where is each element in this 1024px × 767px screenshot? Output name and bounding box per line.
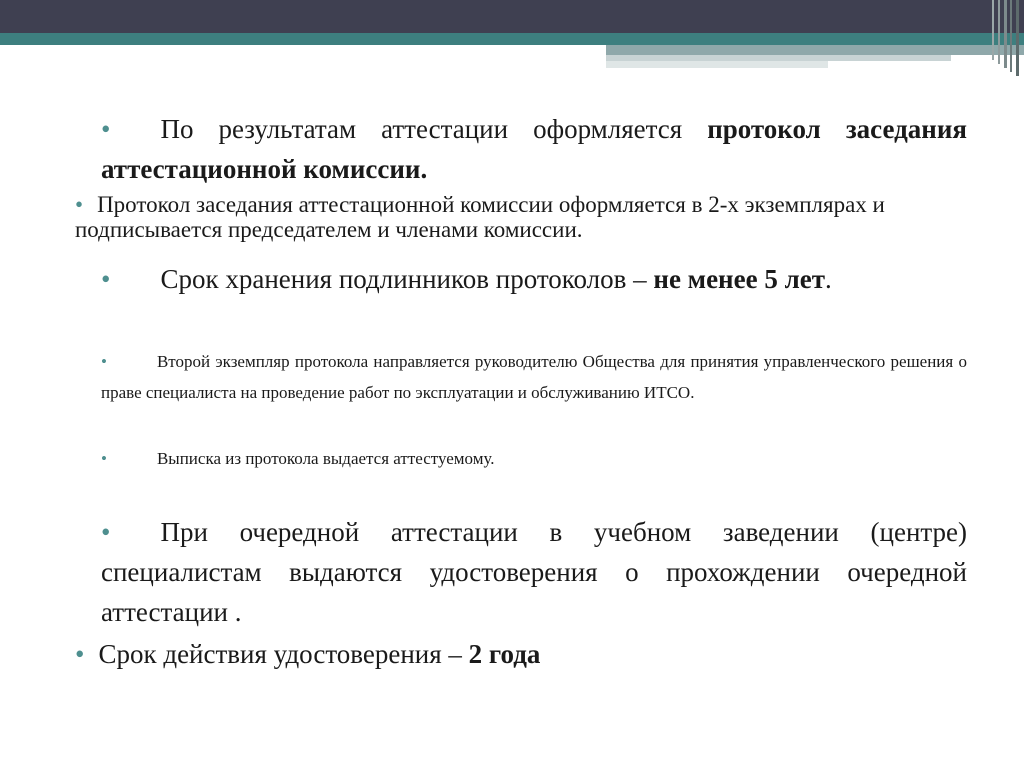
paragraph-text: Срок хранения подлинников протоколов – bbox=[160, 264, 654, 294]
paragraph-text: Протокол заседания аттестационной комиссии оформляется в 2-х экземплярах и подписывается председателем и членами комиссии. bbox=[75, 192, 885, 242]
bullet-dot-icon: • bbox=[101, 352, 107, 371]
bullet-paragraph bbox=[101, 512, 967, 632]
bullet-paragraph bbox=[101, 109, 967, 189]
bullet-dot-icon: • bbox=[101, 517, 111, 547]
bullet-paragraph bbox=[101, 443, 967, 474]
header-dark-band bbox=[0, 0, 1024, 33]
paragraph-text-bold: 2 года bbox=[468, 639, 541, 669]
paragraph-text-bold: протокол заседания аттестационной комиссии. bbox=[101, 114, 967, 184]
header-accent-strip bbox=[606, 45, 1024, 55]
paragraph-text: . bbox=[824, 264, 832, 294]
paragraph-text: Срок действия удостоверения – bbox=[98, 639, 469, 669]
bullet-dot-icon: • bbox=[101, 114, 111, 144]
bullet-paragraph bbox=[75, 634, 970, 674]
bullet-paragraph bbox=[75, 192, 970, 242]
header-accent-strip bbox=[606, 61, 828, 68]
bullet-dot-icon: • bbox=[75, 639, 85, 669]
bullet-paragraph bbox=[101, 259, 967, 299]
bullet-dot-icon: • bbox=[75, 192, 84, 217]
bullet-dot-icon: • bbox=[101, 264, 111, 294]
paragraph-text-bold: не менее 5 лет bbox=[653, 264, 825, 294]
paragraph-text: Выписка из протокола выдается аттестуемому. bbox=[156, 449, 495, 468]
paragraph-text: Второй экземпляр протокола направляется руководителю Общества для принятия управленческого решения о праве специалиста на проведение работ по эксплуатации и обслуживанию ИТСО. bbox=[101, 352, 967, 402]
paragraph-text: При очередной аттестации в учебном заведении (центре) специалистам выдаются удостоверения о прохождении очередной аттестации . bbox=[101, 517, 967, 627]
header-teal-band bbox=[0, 33, 1024, 45]
decorative-stripe bbox=[992, 0, 994, 60]
bullet-dot-icon: • bbox=[101, 449, 107, 468]
decorative-stripe bbox=[998, 0, 1000, 64]
paragraph-text: По результатам аттестации оформляется bbox=[160, 114, 708, 144]
decorative-stripe bbox=[1004, 0, 1007, 68]
decorative-stripe bbox=[1010, 0, 1012, 72]
decorative-stripe bbox=[1016, 0, 1019, 76]
bullet-paragraph bbox=[101, 346, 967, 408]
